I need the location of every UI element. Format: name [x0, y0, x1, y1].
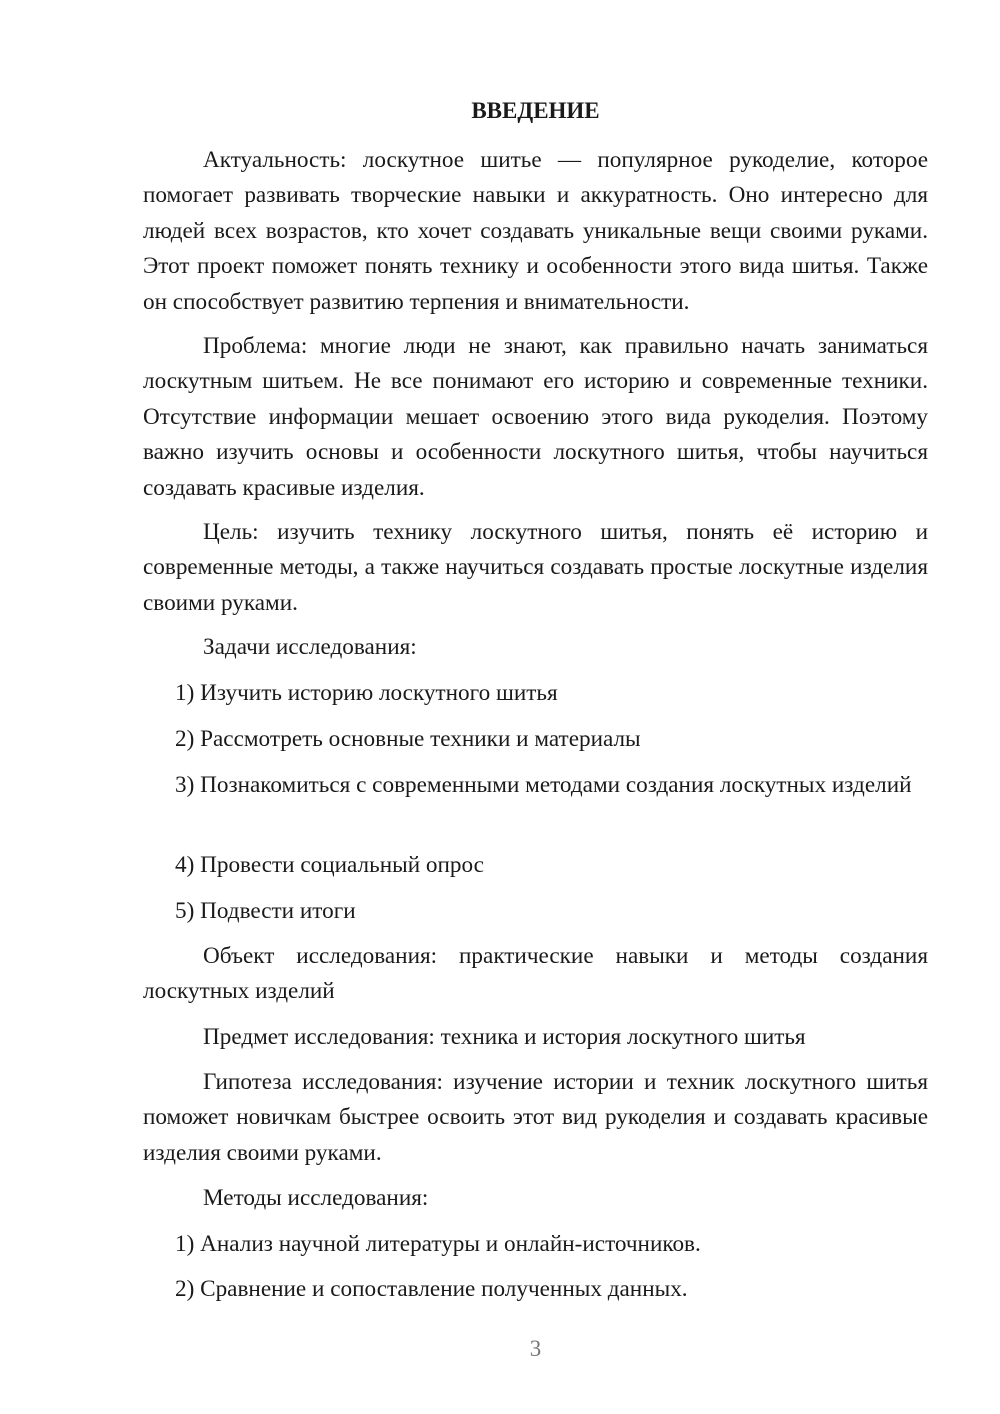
- tasks-heading: Задачи исследования:: [203, 634, 417, 660]
- page-number: 3: [529, 1336, 542, 1361]
- task-item-4: 4) Провести социальный опрос: [175, 852, 484, 878]
- page-title: ВВЕДЕНИЕ: [471, 98, 600, 123]
- method-item-2: 2) Сравнение и сопоставление полученных данных.: [175, 1276, 688, 1302]
- task-item-1: 1) Изучить историю лоскутного шитья: [175, 680, 558, 706]
- method-item-1: 1) Анализ научной литературы и онлайн-источников.: [175, 1231, 701, 1257]
- task-item-5: 5) Подвести итоги: [175, 898, 356, 924]
- task-item-2: 2) Рассмотреть основные техники и материалы: [175, 726, 641, 752]
- document-page: [143, 0, 928, 1414]
- methods-heading: Методы исследования:: [203, 1185, 429, 1211]
- paragraph-goal: Цель: изучить технику лоскутного шитья, понять её историю и современные методы, а также научиться создавать простые лоскутные изделия своими руками.: [143, 519, 928, 616]
- paragraph-hypothesis: Гипотеза исследования: изучение истории и техник лоскутного шитья поможет новичкам быстрее освоить этот вид рукоделия и создавать красивые изделия своими руками.: [143, 1069, 928, 1166]
- paragraph-problem: Проблема: многие люди не знают, как правильно начать заниматься лоскутным шитьем. Не все понимают его историю и современные техники. Отсутствие информации мешает освоению этого вида рукоделия. Поэтому важно изучить основы и особенности лоскутного шитья, чтобы научиться создавать красивые изделия.: [143, 333, 928, 501]
- paragraph-object: Объект исследования: практические навыки и методы создания лоскутных изделий: [143, 943, 928, 1005]
- task-item-3: 3) Познакомиться с современными методами создания лоскутных изделий: [175, 772, 912, 798]
- paragraph-relevance: Актуальность: лоскутное шитье — популярное рукоделие, которое помогает развивать творческие навыки и аккуратность. Оно интересно для людей всех возрастов, кто хочет создавать уникальные вещи своими руками. Этот проект поможет понять технику и особенности этого вида шитья. Также он способствует развитию терпения и внимательности.: [143, 147, 928, 315]
- paragraph-subject: Предмет исследования: техника и история лоскутного шитья: [203, 1024, 806, 1050]
